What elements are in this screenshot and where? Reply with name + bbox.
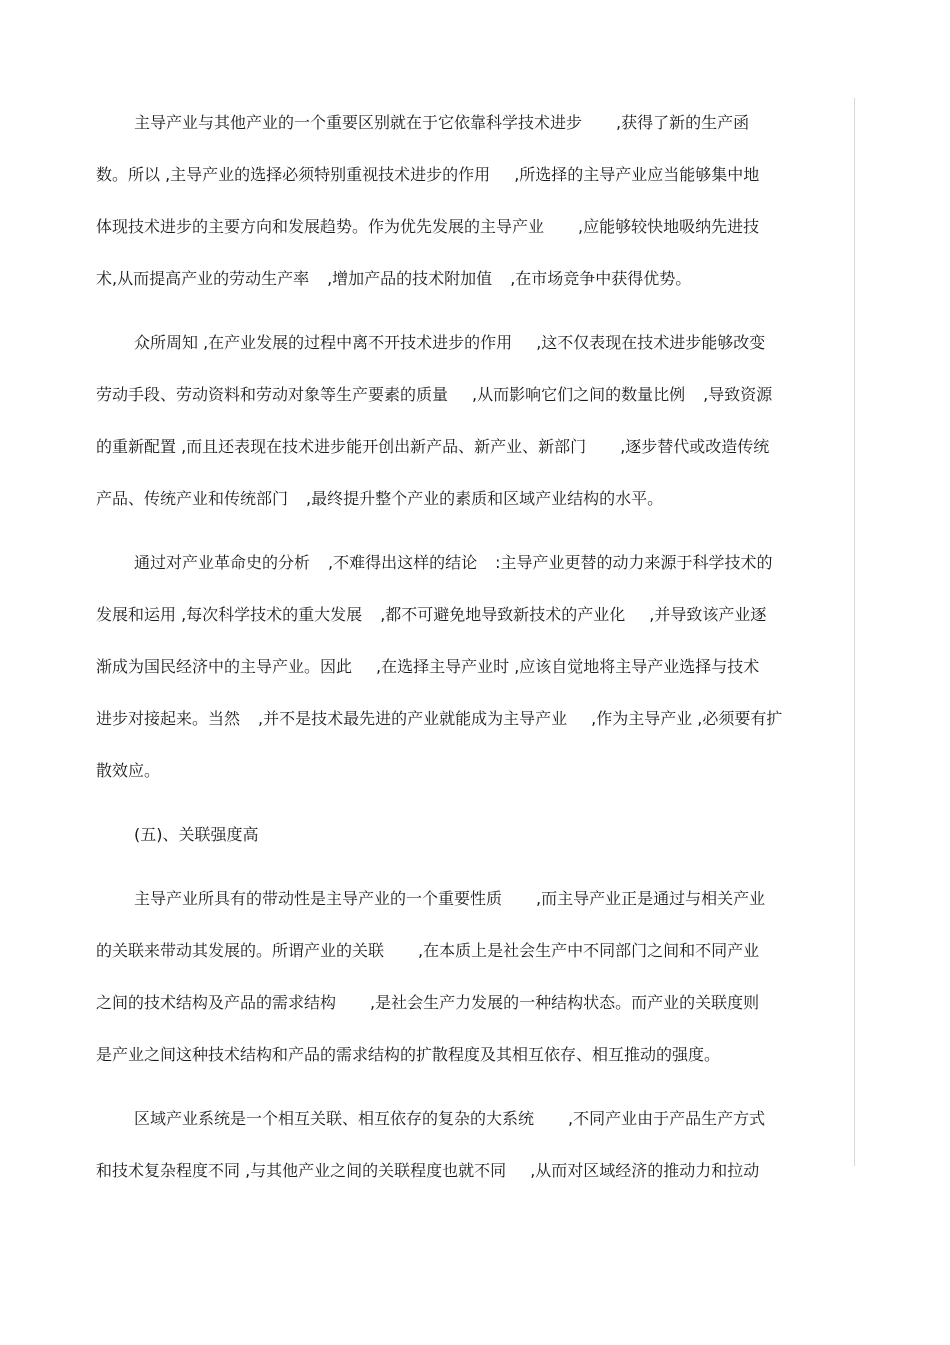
paragraph — [96, 546, 846, 788]
text-segment: ,应能够较快地吸纳先进技 — [578, 217, 760, 236]
text-segment: 主导产业所具有的带动性是主导产业的一个重要性质 — [134, 889, 503, 908]
text-line — [96, 934, 846, 968]
document-body — [96, 106, 846, 1206]
page-edge-rule — [854, 98, 855, 1166]
text-segment: ,从而影响它们之间的数量比例 — [472, 385, 686, 404]
text-segment: 术,从而提高产业的劳动生产率 — [96, 269, 310, 288]
text-line — [96, 106, 846, 140]
text-line — [96, 598, 846, 632]
text-line — [96, 702, 846, 736]
text-line — [96, 262, 846, 296]
text-segment: 产品、传统产业和传统部门 — [96, 489, 289, 508]
text-line — [96, 882, 846, 916]
text-line — [96, 210, 846, 244]
text-line — [96, 1102, 846, 1136]
text-segment: 发展和运用 ,每次科学技术的重大发展 — [96, 605, 363, 624]
text-segment: ,在市场竞争中获得优势。 — [510, 269, 692, 288]
text-line — [96, 546, 846, 580]
text-segment: ,逐步替代或改造传统 — [620, 437, 770, 456]
text-segment: :主导产业更替的动力来源于科学技术的 — [495, 553, 773, 572]
text-segment: ,从而对区域经济的推动力和拉动 — [530, 1161, 760, 1180]
text-segment: ,在本质上是社会生产中不同部门之间和不同产业 — [418, 941, 760, 960]
text-line — [96, 430, 846, 464]
text-segment: 的重新配置 ,而且还表现在技术进步能开创出新产品、新产业、新部门 — [96, 437, 587, 456]
text-segment: 数。所以 ,主导产业的选择必须特别重视技术进步的作用 — [96, 165, 491, 184]
text-segment: ,所选择的主导产业应当能够集中地 — [514, 165, 760, 184]
text-segment: 区域产业系统是一个相互关联、相互依存的复杂的大系统 — [134, 1109, 535, 1128]
text-segment: 之间的技术结构及产品的需求结构 — [96, 993, 337, 1012]
text-segment: 众所周知 ,在产业发展的过程中离不开技术进步的作用 — [134, 333, 513, 352]
text-segment: 是产业之间这种技术结构和产品的需求结构的扩散程度及其相互依存、相互推动的强度。 — [96, 1045, 721, 1064]
text-segment: 进步对接起来。当然 — [96, 709, 241, 728]
text-segment: ,并不是技术最先进的产业就能成为主导产业 — [258, 709, 568, 728]
text-segment: 渐成为国民经济中的主导产业。因此 — [96, 657, 353, 676]
paragraph — [96, 1102, 846, 1188]
text-segment: ,获得了新的生产函 — [616, 113, 750, 132]
text-segment: 劳动手段、劳动资料和劳动对象等生产要素的质量 — [96, 385, 449, 404]
text-segment: 通过对产业革命史的分析 — [134, 553, 311, 572]
text-line — [96, 326, 846, 360]
text-line — [96, 378, 846, 412]
text-segment: ,最终提升整个产业的素质和区域产业结构的水平。 — [306, 489, 664, 508]
section-heading — [96, 818, 846, 852]
text-line — [96, 986, 846, 1020]
text-segment: ,在选择主导产业时 ,应该自觉地将主导产业选择与技术 — [376, 657, 760, 676]
text-segment: ,不难得出这样的结论 — [328, 553, 478, 572]
text-line — [96, 650, 846, 684]
paragraph — [96, 882, 846, 1072]
text-line — [96, 482, 846, 516]
text-segment: 散效应。 — [96, 761, 161, 780]
text-segment: ,导致资源 — [703, 385, 773, 404]
text-segment: ,并导致该产业逐 — [649, 605, 767, 624]
text-line — [96, 1154, 846, 1188]
text-line — [96, 1038, 846, 1072]
text-segment: 的关联来带动其发展的。所谓产业的关联 — [96, 941, 385, 960]
paragraph — [96, 106, 846, 296]
text-segment: ,是社会生产力发展的一种结构状态。而产业的关联度则 — [370, 993, 760, 1012]
text-segment: ,作为主导产业 ,必须要有扩 — [591, 709, 783, 728]
text-line — [96, 754, 846, 788]
text-segment: 体现技术进步的主要方向和发展趋势。作为优先发展的主导产业 — [96, 217, 545, 236]
text-segment: ,而主导产业正是通过与相关产业 — [536, 889, 766, 908]
paragraph — [96, 326, 846, 516]
text-segment: 主导产业与其他产业的一个重要区别就在于它依靠科学技术进步 — [134, 113, 583, 132]
text-line — [96, 158, 846, 192]
heading-text: (五)、关联强度高 — [134, 825, 259, 844]
text-segment: ,这不仅表现在技术进步能够改变 — [536, 333, 766, 352]
text-segment: 和技术复杂程度不同 ,与其他产业之间的关联程度也就不同 — [96, 1161, 507, 1180]
text-segment: ,都不可避免地导致新技术的产业化 — [380, 605, 626, 624]
heading-line — [96, 818, 846, 852]
text-segment: ,增加产品的技术附加值 — [327, 269, 493, 288]
text-segment: ,不同产业由于产品生产方式 — [568, 1109, 766, 1128]
